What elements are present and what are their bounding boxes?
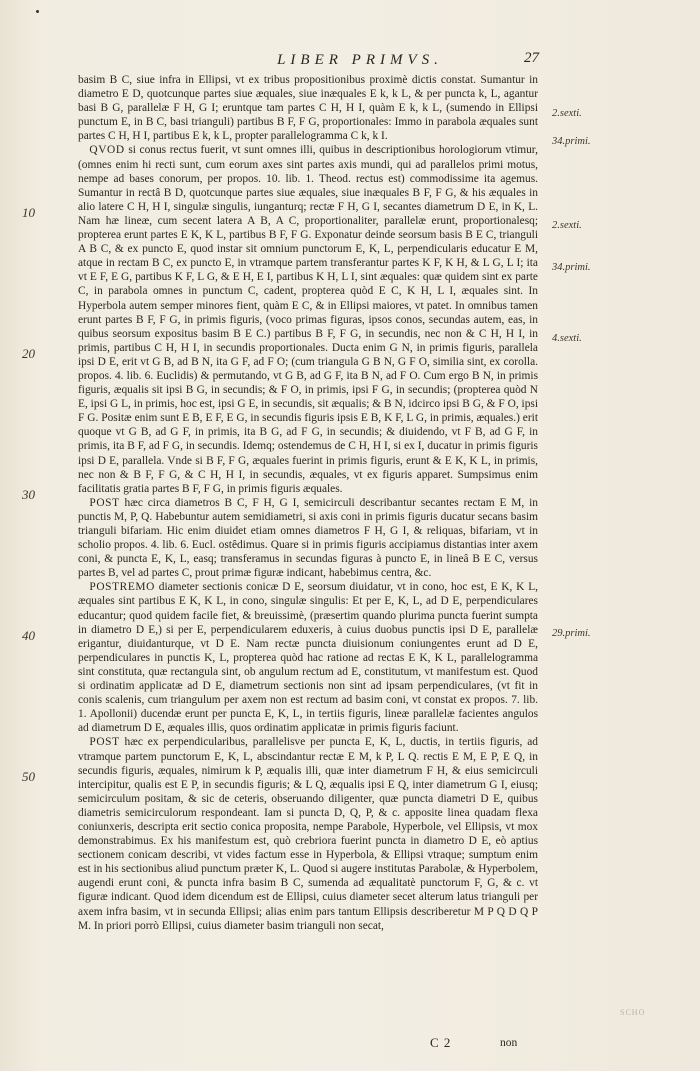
paragraph <box>78 143 538 495</box>
ink-speck <box>36 10 39 13</box>
margin-note: 2.sexti. <box>552 108 582 119</box>
line-number: 10 <box>22 205 35 220</box>
paragraph-lead: POST <box>89 736 120 749</box>
paragraph-lead: POSTREMO <box>89 581 155 594</box>
line-number: 40 <box>22 628 35 643</box>
paragraph-text: hæc ex perpendicularibus, parallelisve per puncta E, K, L, ductis, in tertiis figuris, ad vtramque partem punctorum E, K, L, abscindantur rectæ E M, k P, L Q. rectis E M, E P, E Q, in secundis figuris, æquales, nimirum k P, æqualis illi, quæ inter diametrum F H, & eius semicirculi intercipitur, qualis est E P, in secundis figuris; & L Q, æqualis ipsi E Q, inter diametrum G I, eiusq; semicirculum positam, & sic de ceteris, obseruando diligenter, quæ puncta diametri D E, quibus diametris semicirculorum respondeant. Iam si puncta D, Q, P, & c. apposite linea quadam flexa coniunxeris, descripta erit sectio conica proposita, nempe Parabole, Hyperbole, vel Ellipsis, vt mox demonstrabimus. Ex his manifestum est, quò crebriora fuerint puncta in diametro D E, eò aptius sectionem conicam describi, vt vides factum esse in Hyperbola, & Ellipsi vtraque; sumptum enim est in his sectionibus aliud punctum præter K, L. Quod si augere institutas Parabolæ, & Hyperbolem, augendi erunt coni, & puncta infra basim B C, sumenda ad æqualitatè punctorum F, G, & c. vt figuræ indicant. Quod idem dicendum est de Ellipsi, cuius diameter secet alterum latus trianguli per axem infra basim, vt in secunda Ellipsi; alias enim pars tantum Ellipsis describeretur M P Q D Q P M. In priori porrò Ellipsi, cuius diameter basim trianguli non secat, <box>78 736 538 932</box>
paragraph-lead: QVOD <box>89 144 125 157</box>
page-number: 27 <box>524 50 539 66</box>
margin-note: 29.primi. <box>552 628 591 639</box>
margin-note: 34.primi. <box>552 136 591 147</box>
catchword: non <box>500 1037 518 1049</box>
paragraph <box>78 580 538 735</box>
margin-note: 34.primi. <box>552 262 591 273</box>
margin-note: 2.sexti. <box>552 220 582 231</box>
bleed-through-mark: SCHO <box>620 1008 646 1017</box>
line-number: 30 <box>22 487 35 502</box>
paragraph-text: diameter sectionis conicæ D E, seorsum diuidatur, vt in cono, hoc est, E K, K L, æquales sint partibus E K, K L, in cono, singulæ singulis: Et per E, K, L, ad D E, perpendiculares educantur; quod quidem facile fiet, & breuissimè, (præsertim quando plurima puncta fuerint sumpta in diametro D E,) si per E, perpendicularem eduxeris, à cuius duobus punctis ipsi D E, parallelæ erigantur, diuidanturque, vt D E. Nam rectæ puncta diuisionum coniungentes erunt ad D E, perpendiculares in punctis K, L, propterea quòd hac ratione ad rectas E K, K L, parallelogramma sint constituta, quæ rectangula sint, ob angulum rectum ad E, constitutum, vt manifestum est. Quod si ordinatim applicatæ ad D E, diametrum sectionis non sint ad ipsam perpendiculares, (vt fit in conis scalenis, cum triangulum per axem non est rectum ad basim coni, vt constat ex propos. 7. lib. 1. Apollonii) ducendæ erunt per puncta E, K, L, in tertiis figuris, lineæ parallelæ facientes angulos ad diametrum D E, æquales illis, quos ordinatim applicatæ in primis figuris faciunt. <box>78 581 538 735</box>
paragraph <box>78 73 538 143</box>
paragraph-lead: POST <box>89 496 120 509</box>
paragraph-text: basim B C, siue infra in Ellipsi, vt ex tribus propositionibus proximè dictis constat. Sumantur in diametro E D, quotcunque partes siue æquales, siue inæquales E k, k L, & per puncta k, L, agantur basi B G, parallelæ F H, G I; eruntque tam partes C H, H I, quàm E k, k L, (sumendo in Ellipsi punctum E, in B C, basi trianguli) partibus B F, F G, proportionales: Immo in parabola æquales sunt partes C H, H I, partibus E k, k L, propter parallelogramma C k, k I. <box>78 74 538 143</box>
line-number: 50 <box>22 769 35 784</box>
line-number: 20 <box>22 346 35 361</box>
running-title: LIBER PRIMVS. <box>277 52 443 68</box>
body-text <box>78 73 538 933</box>
signature-mark: C 2 <box>430 1035 452 1050</box>
paragraph <box>78 496 538 581</box>
margin-note: 4.sexti. <box>552 333 582 344</box>
paragraph-text: si conus rectus fuerit, vt sunt omnes illi, quibus in descriptionibus horologiorum vtimur, (omnes enim hi recti sunt, cum eorum axes sint partes axis mundi, qui ad parallelos primi motus, nempe ad bases conorum, per propos. 10. lib. 1. Theod. rectus est) commodissime ita agemus. Sumantur in rectâ B D, quotcunque partes siue æquales, siue inæquales B F, F G, & his æquales in alio latere C H, H I, singulæ singulis, iunganturq; rectæ F H, G I, secantes diametrum D E, in K, L. Nam hæ lineæ, cum secent latera A B, A C, proportionaliter, parallelæ erunt, proportionalesq; propterea erunt partes E K, K L, partibus B F, F G. Exponatur deinde seorsum basis B E C, trianguli A B C, & ex puncto E, quod instar sit omnium punctorum E, K, L, perpendicularis educatur E M, atque in rectam B C, ex puncto E, in vtramque partem transferantur partes K F, K H, & L G, L I; ita vt E F, E G, partibus K F, L G, & E H, E I, partibus K H, L I, sint æquales: quæ quidem sint ex parte C, in parabola omnes in punctum C, cadent, propterea quòd E C, K H, L I, æquales sint. In Hyperbola autem semper minores fient, quàm E C, & in Ellipsi maiores, vt patet. In omnibus tamen erunt partes B F, F G, in primis figuris, (voco primas figuras, ipsos conos, secundas autem, eas, in quibus seorsum expositus basim B E C.) partibus B F, F G, in secundis, nec non & C H, H I, in primis, partibus C H, H I, in secundis proportionales. Ducta enim G N, in primis figuris, parallela ipsi D E, erit vt G B, ad B N, ita G F, ad F O; (cum triangula G B N, G F O, similia sint, ex corolla. propos. 4. lib. 6. Euclidis) & permutando, vt G B, ad G F, ita B N, ad F O. Cum ergo B N, in primis figuris, æqualis sit ipsi B G, in secundis; & F O, in primis, ipsi F G, in secundis; (propterea quòd N E, ipsi G L, in primis, hoc est, ipsi G E, in secundis, sit æqualis; & B N, idcirco ipsi B G, & F O, ipsi F G. Positæ enim sunt E B, E F, E G, in secundis figuris ipsis E B, K F, L G, in primis, æquales.) erit quoque vt G B, ad G F, in primis, ita B G, ad F G, in secundis; & diuidendo, vt F B, ad G F, in primis, ita B F, ad F G, in secundis. Idemq; ostendemus de C H, H I, si ex I, ducatur in primis figuris ipsi D E, parallela. Vnde si B F, F G, æquales fuerint in primis figuris, erunt & E K, K L, in primis, nec non & B F, F G, & C H, H I, in secundis, æquales, vt ex figuris apparet. Sumpsimus enim facilitatis gratia partes B F, F G, in primis figuris æquales. <box>78 144 538 495</box>
paragraph <box>78 735 538 932</box>
paragraph-text: hæc circa diametros B C, F H, G I, semicirculi describantur secantes rectam E M, in punctis M, P, Q. Habebuntur autem semidiametri, si axis coni in primis figuris ducatur secans basim trianguli bifariam. Hic enim diuidet etiam omnes diametros F H, G I, & reliquas, bifariam, vt in scholio propos. 4. lib. 6. Eucl. ostêdimus. Quare si in primis figuris accipiamus distantias inter axem coni, & puncta E, K, L, easq; transferamus in secundas figuras à puncto E, in lineâ B E C, versus partes B, vel ad partes C, prout primæ figuræ indicant, habebimus centra, &c. <box>78 496 538 580</box>
